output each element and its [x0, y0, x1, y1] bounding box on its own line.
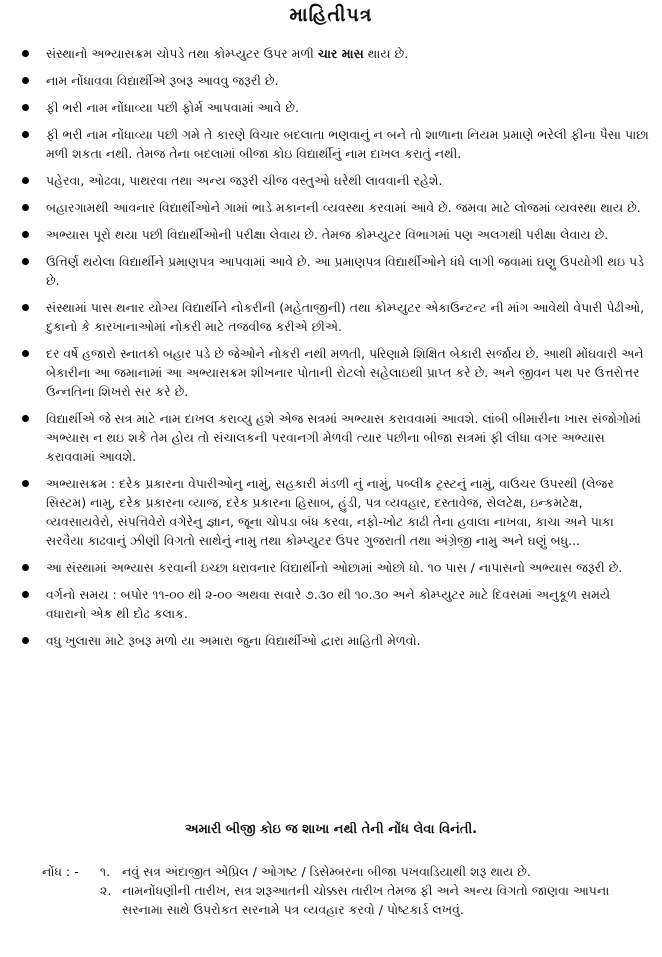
- bullet-icon: [22, 77, 29, 84]
- note-row: [42, 862, 654, 881]
- bullet-icon: [22, 131, 29, 138]
- list-item: આ સંસ્થામાં અભ્યાસ કરવાની ઇચ્છા ધરાવનાર વિદ્યાર્થીનો ઓછામાં ઓછો ધો. ૧૦ પાસ / નાપાસનો અભ્યાસ જરૂરી છે.: [22, 558, 652, 577]
- list-item: નામ નોંધાવવા વિદ્યાર્થીએ રૂબરૂ આવવુ જરૂરી છે.: [22, 71, 652, 90]
- note-number: ૧.: [100, 864, 111, 879]
- note-row: [42, 881, 654, 919]
- bullet-icon: [22, 637, 29, 644]
- list-item: ઉત્તિર્ણ થયેલા વિદ્યાર્થીને પ્રમાણપત્ર આપવામાં આવે છે. આ પ્રમાણપત્ર વિદ્યાર્થીઓને ધંધે લાગી જવામાં ઘણુ ઉપયોગી થઇ પડે છે.: [22, 252, 652, 290]
- bullet-icon: [22, 104, 29, 111]
- list-item: સંસ્થાનો અભ્યાસક્રમ ચોપડે તથા કોમ્પ્યુટર ઉપર મળી ચાર માસ થાય છે.: [22, 44, 652, 63]
- list-item: દર વર્ષે હજારો સ્નાતકો બહાર પડે છે જેઓને નોકરી નથી મળતી, પરિણામે શિક્ષિત બેકારી સર્જાય છે. આથી મોંઘવારી અને બેકારીના આ જમાનામાં આ અભ્યાસક્રમ શીખનાર પોતાની રોટલો સહેલાઇથી પ્રાપ્ત કરે છે. અને જીવન પથ પર ઉત્તરોત્તર ઉન્નતિના શિખરો સર કરે છે.: [22, 344, 652, 401]
- document-title: માહિતીપત્ર: [289, 4, 373, 26]
- list-item: વધુ ખુલાસા માટે રૂબરૂ મળો યા અમારા જુના વિદ્યાર્થીઓ દ્વારા માહિતી મેળવો.: [22, 631, 652, 650]
- list-item: વિદ્યાર્થીએ જે સત્ર માટે નામ દાખલ કરાવ્યુ હશે એજ સત્રમાં અભ્યાસ કરાવવામાં આવશે. લાંબી બીમારીના ખાસ સંજોગોમાં અભ્યાસ ન થઇ શકે તેમ હોય તો સંચાલકની પરવાનગી મેળવી ત્યાર પછીના બીજા સત્રમાં ફી લીધા વગર અભ્યાસ કરાવવામાં આવશે.: [22, 409, 652, 466]
- list-item: પહેરવા, ઓઢવા, પાથરવા તથા અન્ય જરૂરી ચીજ વસ્તુઓ ઘરેથી લાવવાની રહેશે.: [22, 171, 652, 190]
- list-item: બહારગામથી આવનાર વિદ્યાર્થીઓને ગામાં ભાડે મકાનની વ્યવસ્થા કરવામાં આવે છે. જમવા માટે લોજમાં વ્યવસ્થા થાય છે.: [22, 198, 652, 217]
- bullet-icon: [22, 480, 29, 487]
- bullet-icon: [22, 50, 29, 57]
- bullet-icon: [22, 258, 29, 265]
- list-item: અભ્યાસ પૂરો થયા પછી વિદ્યાર્થીઓની પરીક્ષા લેવાય છે. તેમજ કોમ્પ્યુટર વિભાગમાં પણ અલગથી પરીક્ષા લેવાય છે.: [22, 225, 652, 244]
- note-text: નવું સત્ર અંદાજીત એપ્રિલ / ઓગષ્ટ / ડિસેમ્બરના બીજા પખવાડિયાથી શરૂ થાય છે.: [122, 864, 531, 879]
- bullet-icon: [22, 591, 29, 598]
- notes-label: નોંધ : -: [42, 864, 79, 879]
- bullet-icon: [22, 204, 29, 211]
- list-item: વર્ગનો સમય : બપોર ૧૧-૦૦ થી ૨-૦૦ અથવા સવારે ૭.૩૦ થી ૧૦.૩૦ અને કોમ્પ્યુટર માટે દિવસમાં અનુકૂળ સમયે વધારાનો એક થી દોઢ કલાક.: [22, 585, 652, 623]
- bullet-icon: [22, 177, 29, 184]
- note-text: નામનોંધણીની તારીખ, સત્ર શરૂઆતની ચોક્કસ તારીખ તેમજ ફી અને અન્ય વિગતો જાણવા આપના સરનામા સાથે ઉપરોકત સરનામે પત્ર વ્યવહાર કરવો / પોષ્ટકાર્ડ લખવું.: [122, 883, 610, 917]
- notes-section: [42, 862, 654, 919]
- bullet-icon: [22, 415, 29, 422]
- bullet-icon: [22, 304, 29, 311]
- bullet-icon: [22, 350, 29, 357]
- bullet-icon: [22, 231, 29, 238]
- duration-highlight: ચાર માસ: [317, 46, 364, 61]
- info-list: [22, 44, 652, 658]
- note-number: ૨.: [100, 883, 112, 898]
- bullet-icon: [22, 564, 29, 571]
- branch-notice: અમારી બીજી કોઇ જ શાખા નથી તેની નોંધ લેવા વિનંતી.: [184, 822, 478, 837]
- list-item: સંસ્થામાં પાસ થનાર યોગ્ય વિદ્યાર્થીને નોકરીની (મહેતાજીની) તથા કોમ્પ્યુટર એકાઉન્ટન્ટ ની માંગ આવેથી વેપારી પેઢીઓ, દુકાનો કે કારખાનાઓમાં નોકરી માટે તજવીજ કરીએ છીએ.: [22, 298, 652, 336]
- list-item: અભ્યાસક્રમ : દરેક પ્રકારના વેપારીઓનુ નામું, સહકારી મંડળી નું નામું, પબ્લીક ટ્રસ્ટનું નામું, વાઉચર ઉપરથી (લેજર સિસ્ટમ) નામુ, દરેક પ્રકારના વ્યાજ, દરેક પ્રકારના હિસાબ, હુંડી, પત્ર વ્યવહાર, દસ્તાવેજ, સેલટેક્ષ, ઇન્કમટેક્ષ, વ્યવસાયવેરો, સંપત્તિવેરો વગેરેનુ જ્ઞાન, જૂના ચોપડા બંધ કરવા, નફો-ખોટ કાઢી તેના હવાલા નાખવા, કાચા અને પાકા સરવૈયા કાઢવાનું ઝીણી વિગતો સાથેનું નામુ તથા કોમ્પ્યુટર ઉપર ગુજરાતી તથા અંગ્રેજી નામુ અને ઘણું બધુ...: [22, 474, 652, 550]
- list-item: ફી ભરી નામ નોંધાવ્યા પછી ગમે તે કારણે વિચાર બદલાતા ભણવાનું ન બને તો શાળાના નિયમ પ્રમાણે ભરેલી ફીના પૈસા પાછા મળી શકતા નથી. તેમજ તેના બદલામાં બીજા કોઇ વિદ્યાર્થીનું નામ દાખલ કરાતું નથી.: [22, 125, 652, 163]
- list-item: ફી ભરી નામ નોંધાવ્યા પછી ફોર્મ આપવામાં આવે છે.: [22, 98, 652, 117]
